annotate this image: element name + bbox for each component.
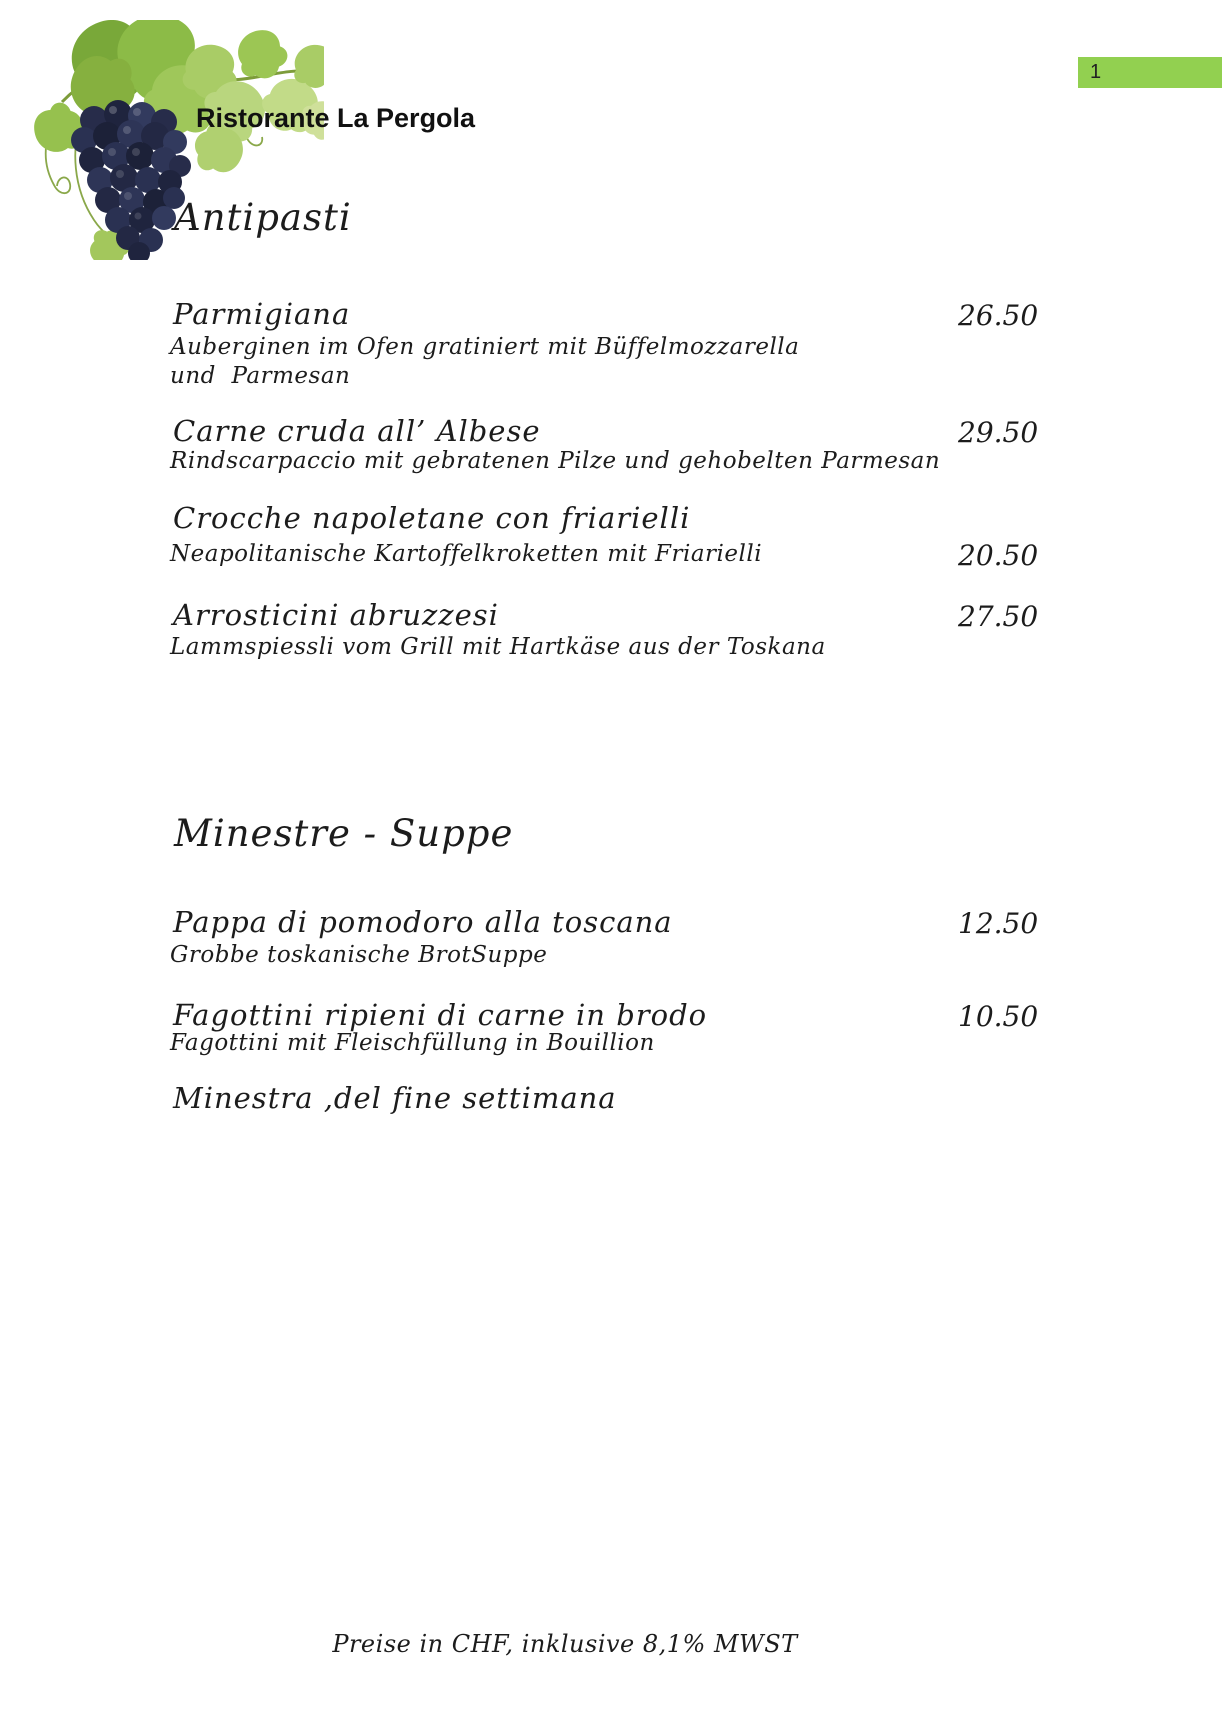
item-name: Carne cruda all’ Albese	[173, 414, 541, 448]
item-description: und Parmesan	[170, 363, 351, 389]
item-description: Lammspiessli vom Grill mit Hartkäse aus der Toskana	[170, 634, 826, 660]
item-name: Parmigiana	[173, 297, 351, 331]
item-price: 20.50	[958, 539, 1039, 572]
item-description: Fagottini mit Fleischfüllung in Bouillion	[170, 1030, 655, 1056]
item-name: Arrosticini abruzzesi	[173, 598, 499, 632]
item-price: 27.50	[958, 600, 1039, 633]
item-description: Auberginen im Ofen gratiniert mit Büffelmozzarella	[170, 334, 800, 360]
item-description: Grobbe toskanische BrotSuppe	[170, 942, 548, 968]
restaurant-name: Ristorante La Pergola	[196, 103, 476, 133]
section-heading-minestre: Minestre - Suppe	[174, 812, 514, 855]
item-name: Fagottini ripieni di carne in brodo	[173, 998, 708, 1032]
page-number: 1	[1090, 61, 1102, 83]
item-price: 12.50	[958, 907, 1039, 940]
item-description: Neapolitanische Kartoffelkroketten mit Friarielli	[170, 541, 763, 567]
footer-price-note: Preise in CHF, inklusive 8,1% MWST	[332, 1630, 798, 1658]
section-heading-antipasti: Antipasti	[174, 196, 352, 239]
item-price: 29.50	[958, 416, 1039, 449]
item-name: Crocche napoletane con friarielli	[173, 501, 691, 535]
grape-cluster	[71, 100, 191, 260]
item-description: Rindscarpaccio mit gebratenen Pilze und gehobelten Parmesan	[170, 448, 941, 474]
page-number-badge	[1078, 57, 1222, 88]
item-name: Minestra ,del fine settimana	[173, 1081, 617, 1115]
item-name: Pappa di pomodoro alla toscana	[173, 905, 673, 939]
item-price: 10.50	[958, 1000, 1039, 1033]
item-price: 26.50	[958, 299, 1039, 332]
